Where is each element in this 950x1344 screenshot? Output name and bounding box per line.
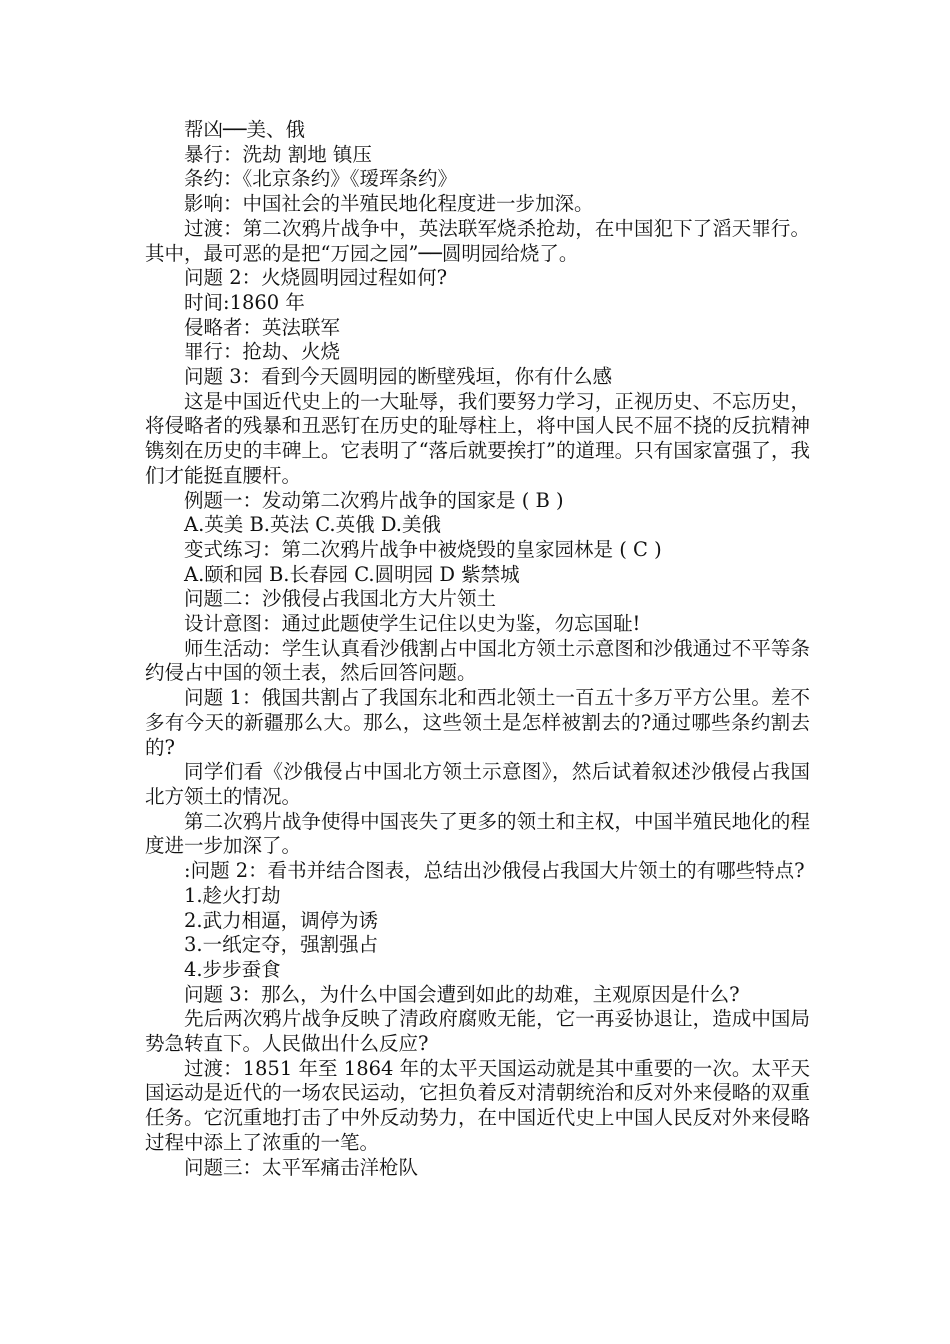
paragraph-variant-exercise: 变式练习：第二次鸦片战争中被烧毁的皇家园林是 ( C ) xyxy=(184,537,662,561)
paragraph-national-humiliation: 这是中国近代史上的一大耻辱，我们要努力学习，正视历史、不忘历史，将侵略者的残暴和丑恶钉在历史的耻辱柱上，将中国人民不屈不挠的反抗精神镌刻在历史的丰碑上。它表明了“落后就要挨打”的道理。只有国家富强了，我们才能挺直腰杆。 xyxy=(145,389,810,487)
paragraph-accomplices: 帮凶──美、俄 xyxy=(184,118,305,141)
paragraph-question-2-characteristics: :问题 2：看书并结合图表，总结出沙俄侵占我国大片领土的有哪些特点? xyxy=(184,859,805,883)
list-item-2: 2.武力相逼，调停为诱 xyxy=(184,908,379,932)
paragraph-transition-old-summer-palace: 过渡：第二次鸦片战争中，英法联军烧杀抢劫，在中国犯下了滔天罪行。其中，最可恶的是把“万园之园”──圆明园给烧了。 xyxy=(145,216,810,265)
paragraph-map-narration: 同学们看《沙俄侵占中国北方领土示意图》，然后试着叙述沙俄侵占我国北方领土的情况。 xyxy=(145,760,810,808)
list-item-3: 3.一纸定夺，强割强占 xyxy=(184,933,379,957)
paragraph-crimes: 罪行：抢劫、火烧 xyxy=(184,340,341,364)
document-page xyxy=(145,118,810,1180)
paragraph-qing-corruption: 先后两次鸦片战争反映了清政府腐败无能，它一再妥协退让，造成中国局势急转直下。人民做出什么反应? xyxy=(145,1007,810,1056)
paragraph-example-1: 例题一：发动第二次鸦片战争的国家是 ( B ) xyxy=(184,488,564,512)
list-item-1: 1.趁火打劫 xyxy=(184,883,281,907)
paragraph-transition-taiping: 过渡：1851 年至 1864 年的太平天国运动就是其中重要的一次。太平天国运动是近代的一场农民运动，它担负着反对清朝统治和反对外来侵略的双重任务。它沉重地打击了中外反动势力，在中国近代史上中国人民反对外来侵略过程中添上了浓重的一笔。 xyxy=(145,1056,810,1154)
paragraph-time: 时间:1860 年 xyxy=(184,290,305,314)
list-item-4: 4.步步蚕食 xyxy=(184,957,281,981)
paragraph-question-1-territory: 问题 1：俄国共割占了我国东北和西北领土一百五十多万平方公里。差不多有今天的新疆那么大。那么，这些领土是怎样被割去的?通过哪些条约割去的? xyxy=(145,686,810,759)
paragraph-invaders: 侵略者：英法联军 xyxy=(184,315,341,339)
paragraph-example-1-options: A.英美 B.英法 C.英俄 D.美俄 xyxy=(184,513,441,537)
paragraph-variant-exercise-options: A.颐和园 B.长春园 C.圆明园 D 紫禁城 xyxy=(184,562,520,586)
paragraph-question-three-taiping: 问题三：太平军痛击洋枪队 xyxy=(184,1155,419,1179)
paragraph-question-3-causes: 问题 3：那么，为什么中国会遭到如此的劫难，主观原因是什么? xyxy=(184,982,740,1006)
paragraph-question-two-russia: 问题二：沙俄侵占我国北方大片领土 xyxy=(184,587,497,611)
paragraph-influence: 影响：中国社会的半殖民地化程度进一步加深。 xyxy=(184,192,594,216)
paragraph-question-3-feelings: 问题 3：看到今天圆明园的断壁残垣，你有什么感 xyxy=(184,365,613,389)
paragraph-atrocities: 暴行：洗劫 割地 镇压 xyxy=(184,142,372,166)
paragraph-teacher-student-activity: 师生活动：学生认真看沙俄割占中国北方领土示意图和沙俄通过不平等条约侵占中国的领土表，然后回答问题。 xyxy=(145,636,810,685)
paragraph-question-2-burning: 问题 2：火烧圆明园过程如何? xyxy=(184,266,448,290)
paragraph-design-intent: 设计意图：通过此题使学生记住以史为鉴，勿忘国耻! xyxy=(184,612,641,636)
paragraph-treaties: 条约：《北京条约》《瑷珲条约》 xyxy=(184,167,458,191)
paragraph-loss-of-territory: 第二次鸦片战争使得中国丧失了更多的领土和主权，中国半殖民地化的程度进一步加深了。 xyxy=(145,809,810,858)
